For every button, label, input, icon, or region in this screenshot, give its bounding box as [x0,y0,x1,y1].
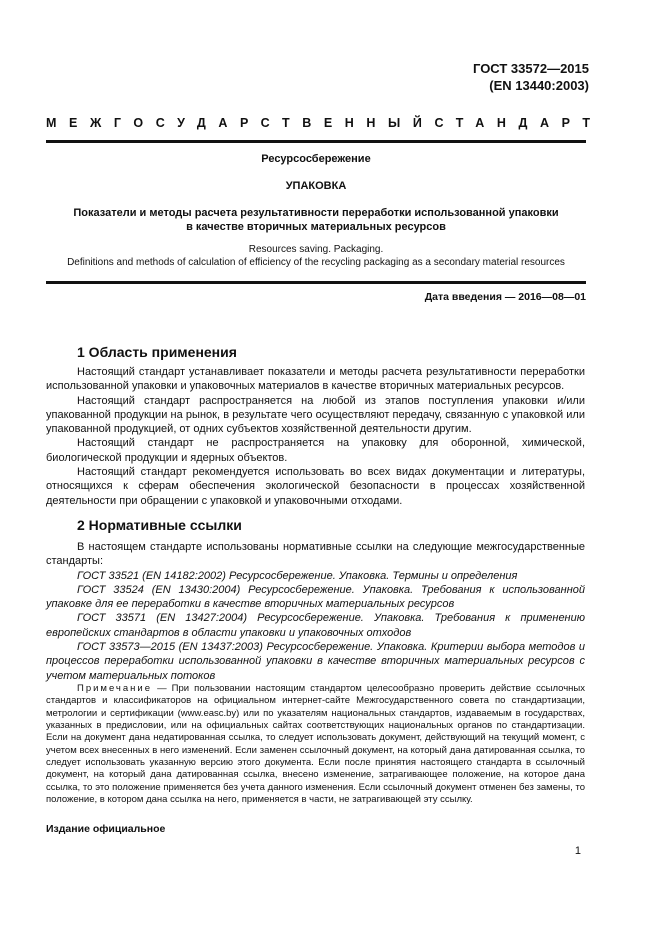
banner-word-standard: СТАНДАРТ [434,116,603,130]
note-paragraph [46,683,585,806]
standard-code-line1: ГОСТ 33572—2015 [473,61,589,76]
reference-item: ГОСТ 33573—2015 (EN 13437:2003) Ресурсосбережение. Упаковка. Критерии выбора методов и процессов переработки использованной упаковки в качестве вторичных материальных ресурсов с учетом материальных потоков [46,641,585,682]
main-title-line1: Показатели и методы расчета результативности переработки использованной упаковки [73,207,559,219]
official-edition-label: Издание официальное [46,823,166,835]
introduction-date: Дата введения — 2016—08—01 [424,291,586,303]
standard-code [473,60,589,94]
banner-word-interstate: МЕЖГОСУДАРСТВЕННЫЙ [46,116,435,130]
section1-paragraph: Настоящий стандарт не распространяется на упаковку для оборонной, химической, биологической продукции и ядерных объектов. [46,437,585,464]
section1-paragraph: Настоящий стандарт устанавливает показатели и методы расчета результативности переработки использованной упаковки и упаковочных материалов в качестве вторичных материальных ресурсов. [46,366,585,393]
page-number: 1 [574,845,581,857]
section2-intro: В настоящем стандарте использованы нормативные ссылки на следующие межгосударственные стандарты: [46,541,585,568]
top-rule [46,140,586,143]
reference-item: ГОСТ 33521 (EN 14182:2002) Ресурсосбережение. Упаковка. Термины и определения [77,569,518,582]
topic-title: Ресурсосбережение [261,153,371,165]
note-label: Примечание [77,683,152,694]
section1-body [46,365,585,508]
main-title-line2: в качестве вторичных материальных ресурсов [186,221,446,233]
section2-heading: 2 Нормативные ссылки [77,517,242,533]
bottom-rule [46,281,586,284]
interstate-standard-banner [46,116,603,130]
reference-item: ГОСТ 33571 (EN 13427:2004) Ресурсосбережение. Упаковка. Требования к применению европейских стандартов в области упаковки и упаковочных отходов [46,612,585,639]
subject-title: УПАКОВКА [285,180,347,192]
reference-item: ГОСТ 33524 (EN 13430:2004) Ресурсосбережение. Упаковка. Требования к использованной упаковке для ее переработки в качестве вторичных материальных ресурсов [46,583,585,611]
english-title-line1: Resources saving. Packaging. [248,244,384,255]
standard-code-line2: (EN 13440:2003) [489,78,589,93]
note-text: — При пользовании настоящим стандартом целесообразно проверить действие ссылочных стандартов и классификаторов на официальном интернет-сайте Межгосударственного совета по стандартизации, метрологии и сертификации (www.easc.by) или по указателям национальных стандартов, издаваемым в государствах, указанных в предисловии, или на официальных сайтах соответствующих национальных органов по стандартизации. Если на документ дана недатированная ссылка, то следует использовать документ, действующий на текущий момент, с учетом всех внесенных в него изменений. Если заменен ссылочный документ, на который дана датированная ссылка, то следует использовать указанную версию этого документа. Если после принятия настоящего стандарта в ссылочный документ, на который дана датированная ссылка, внесено изменение, затрагивающее положение, на которое дана ссылка, то это положение применяется без учета данного изменения. Если ссылочный документ отменен без замены, то положение, в котором дана ссылка на него, применяется в части, не затрагивающей эту ссылку. [46,683,585,806]
english-title-line2: Definitions and methods of calculation of efficiency of the recycling packaging as a secondary material resources [67,257,565,268]
section1-paragraph: Настоящий стандарт рекомендуется использовать во всех видах документации и литературы, относящихся к сферам обеспечения экологической безопасности в процессах хозяйственной деятельности при обращении с упаковкой и упаковочными отходами. [46,466,585,507]
section1-paragraph: Настоящий стандарт распространяется на любой из этапов поступления упаковки и/или упакованной продукции на рынок, в результате чего осуществляют передачу, связанную с упаковкой или упакованной продукцией, от одних субъектов хозяйственной деятельности другим. [46,394,585,436]
section2-body [46,540,585,683]
english-title [46,243,586,269]
main-title [46,206,586,234]
section1-heading: 1 Область применения [77,344,237,360]
